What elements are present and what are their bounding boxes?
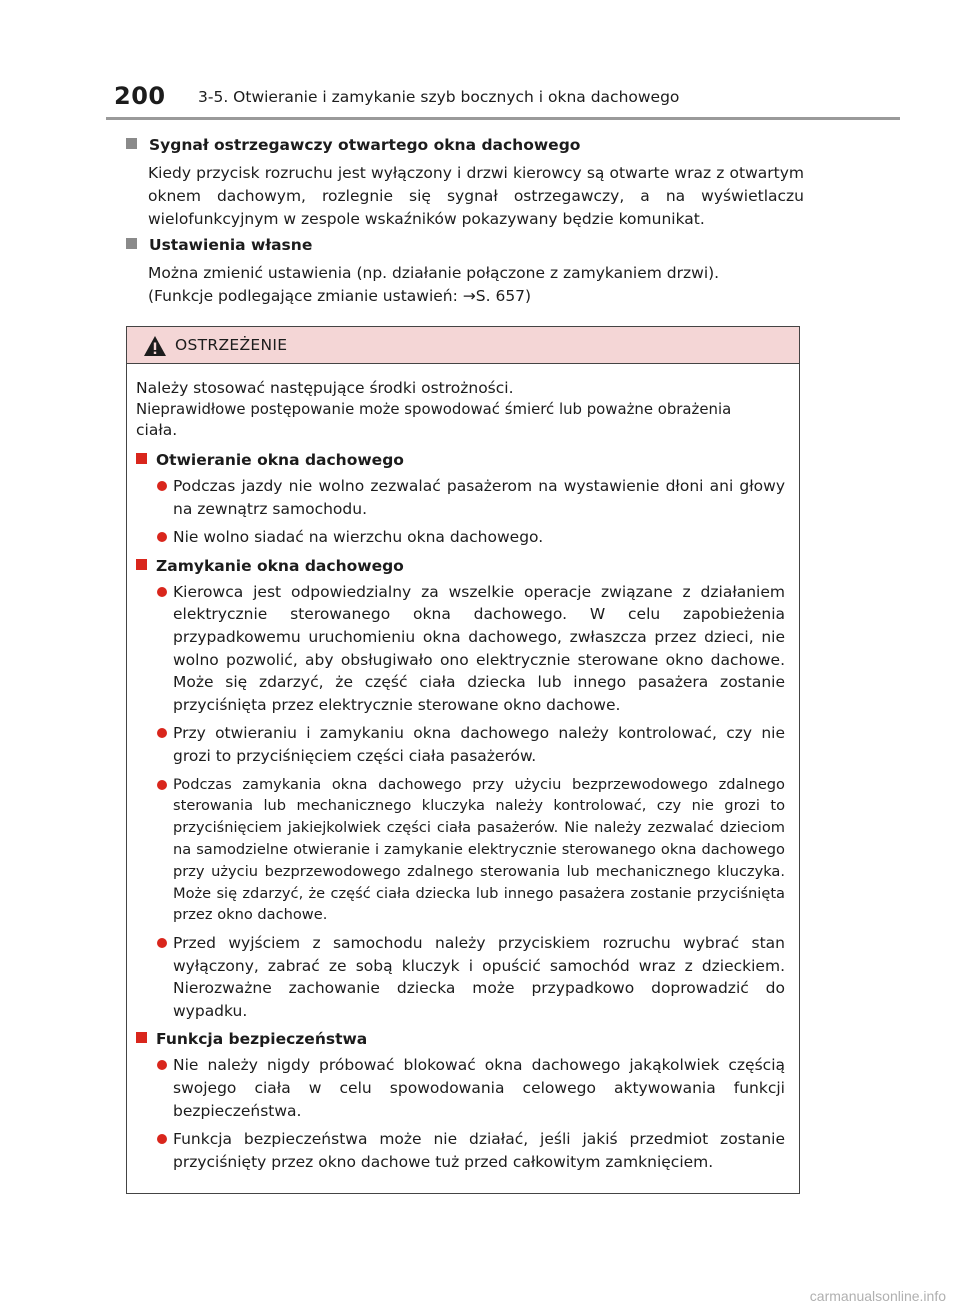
warning-section-title: Funkcja bezpieczeństwa: [136, 1028, 785, 1050]
page-header: [0, 0, 960, 120]
section-title: Ustawienia własne: [149, 236, 313, 254]
section-open-roof-warning-signal: [126, 135, 806, 231]
red-square-bullet-icon: [136, 559, 147, 570]
warning-bullet: Przed wyjściem z samochodu należy przyciskiem rozruchu wybrać stan wyłączony, zabrać ze sobą kluczyk i opuścić samochód wraz z dzieckiem. Nierozważne zachowanie dziecka może przypadkowo doprowadzić do wypadku.: [136, 932, 785, 1022]
red-dot-icon: [157, 587, 167, 597]
settings-reference: (Funkcje podlegające zmianie ustawień: →S. 657): [148, 287, 532, 305]
warning-bullet: Podczas jazdy nie wolno zezwalać pasażerom na wystawienie dłoni ani głowy na zewnątrz samochodu.: [136, 475, 785, 520]
warning-bullet: Nie należy nigdy próbować blokować okna dachowego jakąkolwiek częścią swojego ciała w celu spowodowania celowego aktywowania funkcji bezpieczeństwa.: [136, 1054, 785, 1122]
section-body: Kiedy przycisk rozruchu jest wyłączony i drzwi kierowcy są otwarte wraz z otwartym oknem dachowym, rozlegnie się sygnał ostrzegawczy, a na wyświetlaczu wielofunkcyjnym w zespole wskaźników pokazywany będzie komunikat.: [148, 164, 804, 228]
warning-bullet: Nie wolno siadać na wierzchu okna dachowego.: [136, 526, 785, 549]
section-body: [148, 262, 804, 308]
arrow-right-icon: →: [462, 287, 476, 305]
warning-bullet: Funkcja bezpieczeństwa może nie działać, jeśli jakiś przedmiot zostanie przyciśnięty przez okno dachowe tuż przed całkowitym zamknięciem.: [136, 1128, 785, 1173]
settings-line: Można zmienić ustawienia (np. działanie połączone z zamykaniem drzwi).: [148, 264, 720, 282]
warning-bullet: Przy otwieraniu i zamykaniu okna dachowego należy kontrolować, czy nie grozi to przyciśnięciem części ciała pasażerów.: [136, 722, 785, 767]
warning-label: OSTRZEŻENIE: [175, 336, 288, 354]
red-dot-icon: [157, 532, 167, 542]
warning-section-title: Zamykanie okna dachowego: [136, 555, 785, 577]
header-rule: [106, 117, 900, 120]
warning-bullet: Kierowca jest odpowiedzialny za wszelkie operacje związane z działaniem elektrycznie sterowanego okna dachowego. W celu zapobieżenia przypadkowemu uruchomieniu okna dachowego, zwłaszcza przez dzieci, nie wolno pozwolić, aby obsługiwało ono elektrycznie sterowane okno dachowe. Może się zdarzyć, że część ciała dziecka lub innego pasażera zostanie przyciśnięta przez elektrycznie sterowane okno dachowe.: [136, 581, 785, 717]
warning-intro: Należy stosować następujące środki ostrożności. Nieprawidłowe postępowanie może spowodować śmierć lub poważne obrażenia ciała.: [136, 379, 732, 439]
red-square-bullet-icon: [136, 1032, 147, 1043]
red-dot-icon: [157, 938, 167, 948]
square-bullet-icon: [126, 138, 137, 149]
page-reference-link[interactable]: S. 657): [475, 287, 532, 305]
red-dot-icon: [157, 728, 167, 738]
red-square-bullet-icon: [136, 453, 147, 464]
red-dot-icon: [157, 780, 167, 790]
watermark: carmanualsonline.info: [809, 1288, 946, 1304]
warning-triangle-icon: [143, 335, 167, 357]
warning-bullet: Podczas zamykania okna dachowego przy użyciu bezprzewodowego zdalnego sterowania lub mechanicznego kluczyka należy kontrolować, czy nie grozi to przyciśnięciem jakiejkolwiek części ciała pasażerów. Nie należy zezwalać dzieciom na samodzielne otwieranie i zamykanie elektrycznie sterowanego okna dachowego przy użyciu bezprzewodowego zdalnego sterowania lub mechanicznego kluczyka. Może się zdarzyć, że część ciała dziecka lub innego pasażera zostanie przyciśnięta przez okno dachowe.: [136, 774, 785, 927]
section-custom-settings: [126, 235, 806, 308]
red-dot-icon: [157, 481, 167, 491]
square-bullet-icon: [126, 238, 137, 249]
red-dot-icon: [157, 1060, 167, 1070]
warning-section-title: Otwieranie okna dachowego: [136, 449, 785, 471]
page-number: 200: [114, 82, 166, 110]
warning-box: [126, 326, 800, 1194]
section-title: Sygnał ostrzegawczy otwartego okna dachowego: [149, 136, 581, 154]
chapter-title: 3-5. Otwieranie i zamykanie szyb bocznych i okna dachowego: [198, 88, 680, 106]
red-dot-icon: [157, 1134, 167, 1144]
warning-header: [127, 327, 799, 364]
warning-content: [127, 364, 799, 1173]
